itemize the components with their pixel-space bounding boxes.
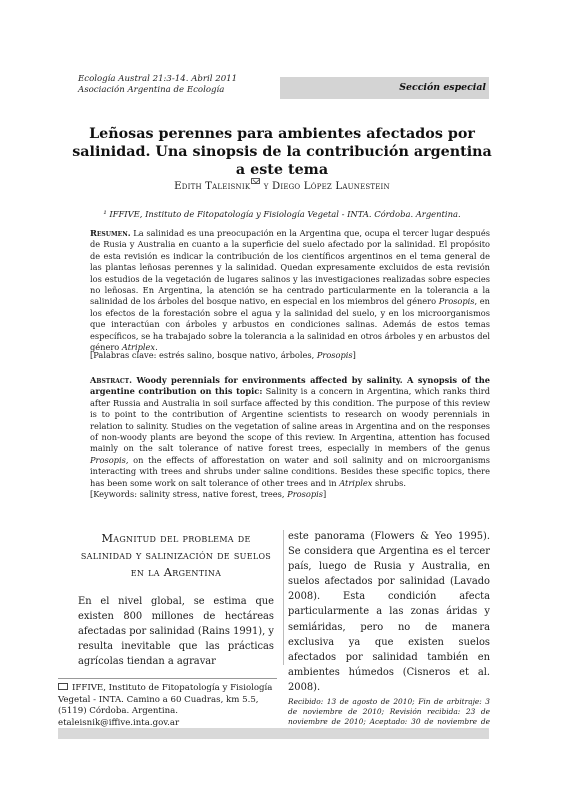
author-1: Edith Taleisnik	[174, 181, 251, 192]
body-text-right: este panorama (Flowers & Yeo 1995). Se considera que Argentina es el tercer país, luego de Rusia y Australia, en suelos afectados por salinidad (Lavado 2008). Esta condición afecta particularmente a las zonas áridas y semiáridas, pero no de manera exclusiva ya que existen suelos afectados por salinidad también en ambientes húmedos (Cisneros et al. 2008).	[288, 531, 490, 693]
abstract-title: Woody perennials for environments affected by salinity. A synopsis of the argentine contribution on this topic:	[90, 375, 490, 397]
keywords-genus: Prosopis	[287, 489, 323, 499]
journal-publisher: Asociación Argentina de Ecología	[78, 85, 225, 95]
palabras-clave-genus: Prosopis	[316, 350, 353, 360]
authors	[70, 181, 494, 192]
footnote-divider	[58, 678, 277, 679]
resumen	[90, 228, 490, 353]
resumen-label: Resumen.	[90, 228, 131, 238]
resumen-text-2: , en los efectos de la forestación sobre el agua y la salinidad del suelo, y en los microorganismos que interactúan con árboles y arbustos en condiciones salinas. Además de estos temas específicos, se ha trabajado sobre la tolerancia a la salinidad en otros árboles y en arbustos del género	[90, 296, 490, 353]
section-label: Sección especial	[399, 82, 486, 93]
keywords-text: [Keywords: salinity stress, native forest, trees,	[90, 489, 288, 499]
abstract-text-1: Salinity is a concern in Argentina, which ranks third after Russia and Australia in soil surface affected by this condition. The purpose of this review is to point to the contribution of Argentine scientists to research on woody perennials in relation to salinity. Studies on the vegetation of saline areas in Argentina and on the responses of non-woody plants are beyond the scope of this review. In Argentina, attention has focused mainly on the salt tolerance of native forest trees, especially in members of the genus	[90, 386, 490, 454]
envelope-icon	[58, 683, 68, 690]
resumen-genus-1: Prosopis	[438, 296, 475, 307]
keywords	[90, 489, 490, 500]
footer-bar	[58, 728, 489, 739]
resumen-genus-2: Atriplex	[121, 342, 156, 353]
abstract-genus-2: Atriplex	[339, 477, 373, 488]
column-divider	[283, 530, 284, 665]
section-heading: Magnitud del problema de salinidad y salinización de suelos en la Argentina	[80, 531, 272, 579]
envelope-icon	[251, 178, 260, 184]
journal-citation: Ecología Austral 21:3-14. Abril 2011	[78, 74, 238, 84]
abstract-label: Abstract.	[90, 375, 133, 385]
author-2: Diego López Launestein	[271, 181, 390, 192]
palabras-clave-text: [Palabras clave: estrés salino, bosque nativo, árboles,	[90, 350, 317, 360]
abstract-text-2: on the effects of afforestation on water and soil salinity and on microorganisms interacting with trees and shrubs under saline conditions. Besides these specific topics, there has been some work on salt tolerance of other trees and in	[90, 454, 490, 488]
resumen-text-1: La salinidad es una preocupación en la Argentina que, ocupa el tercer lugar después de Rusia y Australia en cuanto a la superficie del suelo afectado por la salinidad. El propósito de esta revisión es indicar la contribución de los científicos argentinos en el tema general de las plantas leñosas perennes y la salinidad. Quedan expresamente excluidos de esta revisión los estudios de la vegetación de lugares salinos y las investigaciones realizadas sobre especies no leñosas. En Argentina, la atención se ha centrado particularmente en la tolerancia a la salinidad de los árboles del bosque nativo, en especial en los miembros del género	[90, 228, 490, 307]
palabras-clave-close: ]	[352, 350, 356, 360]
palabras-clave	[90, 350, 490, 361]
body-text-left: En el nivel global, se estima que existen 800 millones de hectáreas afectadas por salinidad (Rains 1991), y resulta inevitable que las prácticas agrícolas tiendan a agravar	[78, 596, 274, 668]
footnote-email: etaleisnik@iffive.inta.gov.ar	[58, 717, 180, 728]
affiliation: ¹ IFFIVE, Instituto de Fitopatología y Fisiología Vegetal - INTA. Córdoba. Argentina.	[103, 209, 461, 219]
keywords-close: ]	[322, 489, 327, 499]
footnote-address: IFFIVE, Instituto de Fitopatología y Fisiología Vegetal - INTA. Camino a 60 Cuadras, km 5.5, (5119) Córdoba. Argentina.	[58, 683, 273, 717]
author-separator: y	[260, 181, 272, 192]
abstract-text-3: shrubs.	[372, 477, 406, 488]
footnote	[58, 683, 278, 729]
journal-header	[78, 74, 237, 96]
abstract	[90, 375, 490, 489]
article-title: Leñosas perennes para ambientes afectados por salinidad. Una sinopsis de la contribución argentina a este tema	[72, 126, 492, 178]
received-dates: Recibido: 13 de agosto de 2010; Fin de arbitraje: 3 de noviembre de 2010; Revisión recibida: 23 de noviembre de 2010; Aceptado: 30 de noviembre de	[288, 697, 490, 726]
section-label-bar	[280, 77, 489, 99]
abstract-genus-1: Prosopis,	[90, 454, 129, 465]
resumen-text-3: .	[155, 342, 158, 353]
